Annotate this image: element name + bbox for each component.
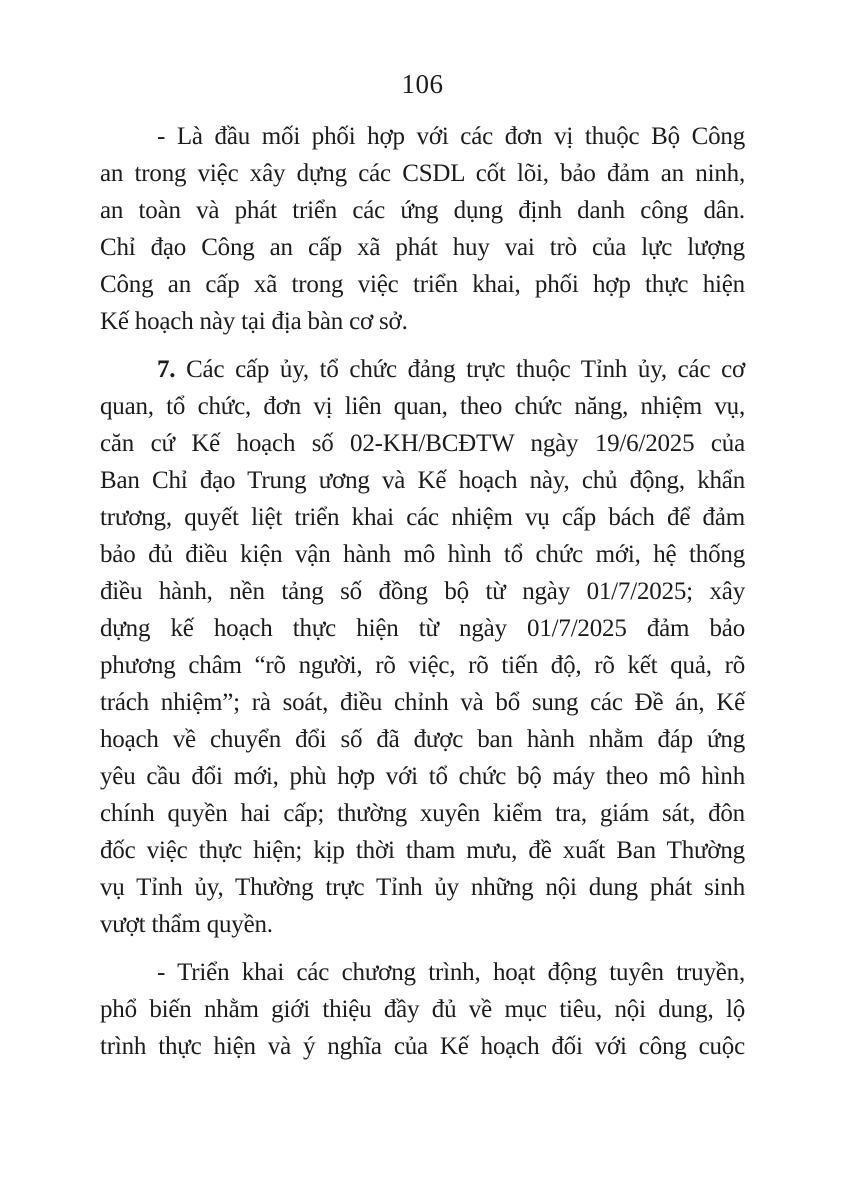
text-line: phổ biến nhằm giới thiệu đầy đủ về mục tiêu, nội dung, lộ [100, 996, 745, 1023]
text-line: trương, quyết liệt triển khai các nhiệm vụ cấp bách để đảm [100, 504, 745, 531]
text-line: đốc việc thực hiện; kịp thời tham mưu, đề xuất Ban Thường [100, 837, 745, 864]
text-line: - Triển khai các chương trình, hoạt động tuyên truyền, [157, 959, 745, 986]
text-line: trách nhiệm”; rà soát, điều chỉnh và bổ sung các Đề án, Kế [100, 689, 745, 716]
text-line: bảo đủ điều kiện vận hành mô hình tổ chức mới, hệ thống [100, 541, 745, 568]
text-line: 7. Các cấp ủy, tổ chức đảng trực thuộc Tỉnh ủy, các cơ [157, 356, 745, 383]
text-line: - Là đầu mối phối hợp với các đơn vị thuộc Bộ Công [157, 123, 745, 150]
text-line: trình thực hiện và ý nghĩa của Kế hoạch đối với công cuộc [100, 1033, 745, 1060]
text-line: Chỉ đạo Công an cấp xã phát huy vai trò của lực lượng [100, 234, 745, 261]
page-number: 106 [401, 69, 444, 99]
text-line: điều hành, nền tảng số đồng bộ từ ngày 01/7/2025; xây [100, 578, 745, 605]
text-line: an toàn và phát triển các ứng dụng định danh công dân. [100, 197, 745, 224]
paragraph-item-7 [100, 351, 745, 943]
text-line: an trong việc xây dựng các CSDL cốt lõi, bảo đảm an ninh, [100, 160, 745, 187]
page-content [100, 118, 745, 1065]
text-line: căn cứ Kế hoạch số 02-KH/BCĐTW ngày 19/6/2025 của [100, 430, 745, 457]
text-line: dựng kế hoạch thực hiện từ ngày 01/7/2025 đảm bảo [100, 615, 745, 642]
text-line: vụ Tỉnh ủy, Thường trực Tỉnh ủy những nội dung phát sinh [100, 874, 745, 901]
paragraph-number: 7. [157, 356, 176, 383]
text-line: vượt thẩm quyền. [100, 911, 273, 938]
paragraph-coordination [100, 118, 745, 340]
text-line: Công an cấp xã trong việc triển khai, phối hợp thực hiện [100, 271, 745, 298]
text-line: quan, tổ chức, đơn vị liên quan, theo chức năng, nhiệm vụ, [100, 393, 745, 420]
paragraph-propaganda [100, 954, 745, 1065]
text-line: hoạch về chuyển đổi số đã được ban hành nhằm đáp ứng [100, 726, 745, 753]
text-line: Kế hoạch này tại địa bàn cơ sở. [100, 308, 408, 335]
text-line: phương châm “rõ người, rõ việc, rõ tiến độ, rõ kết quả, rõ [100, 652, 745, 679]
text-line: yêu cầu đổi mới, phù hợp với tổ chức bộ máy theo mô hình [100, 763, 745, 790]
text-line: chính quyền hai cấp; thường xuyên kiểm tra, giám sát, đôn [100, 800, 745, 827]
text-line: Ban Chỉ đạo Trung ương và Kế hoạch này, chủ động, khẩn [100, 467, 745, 494]
